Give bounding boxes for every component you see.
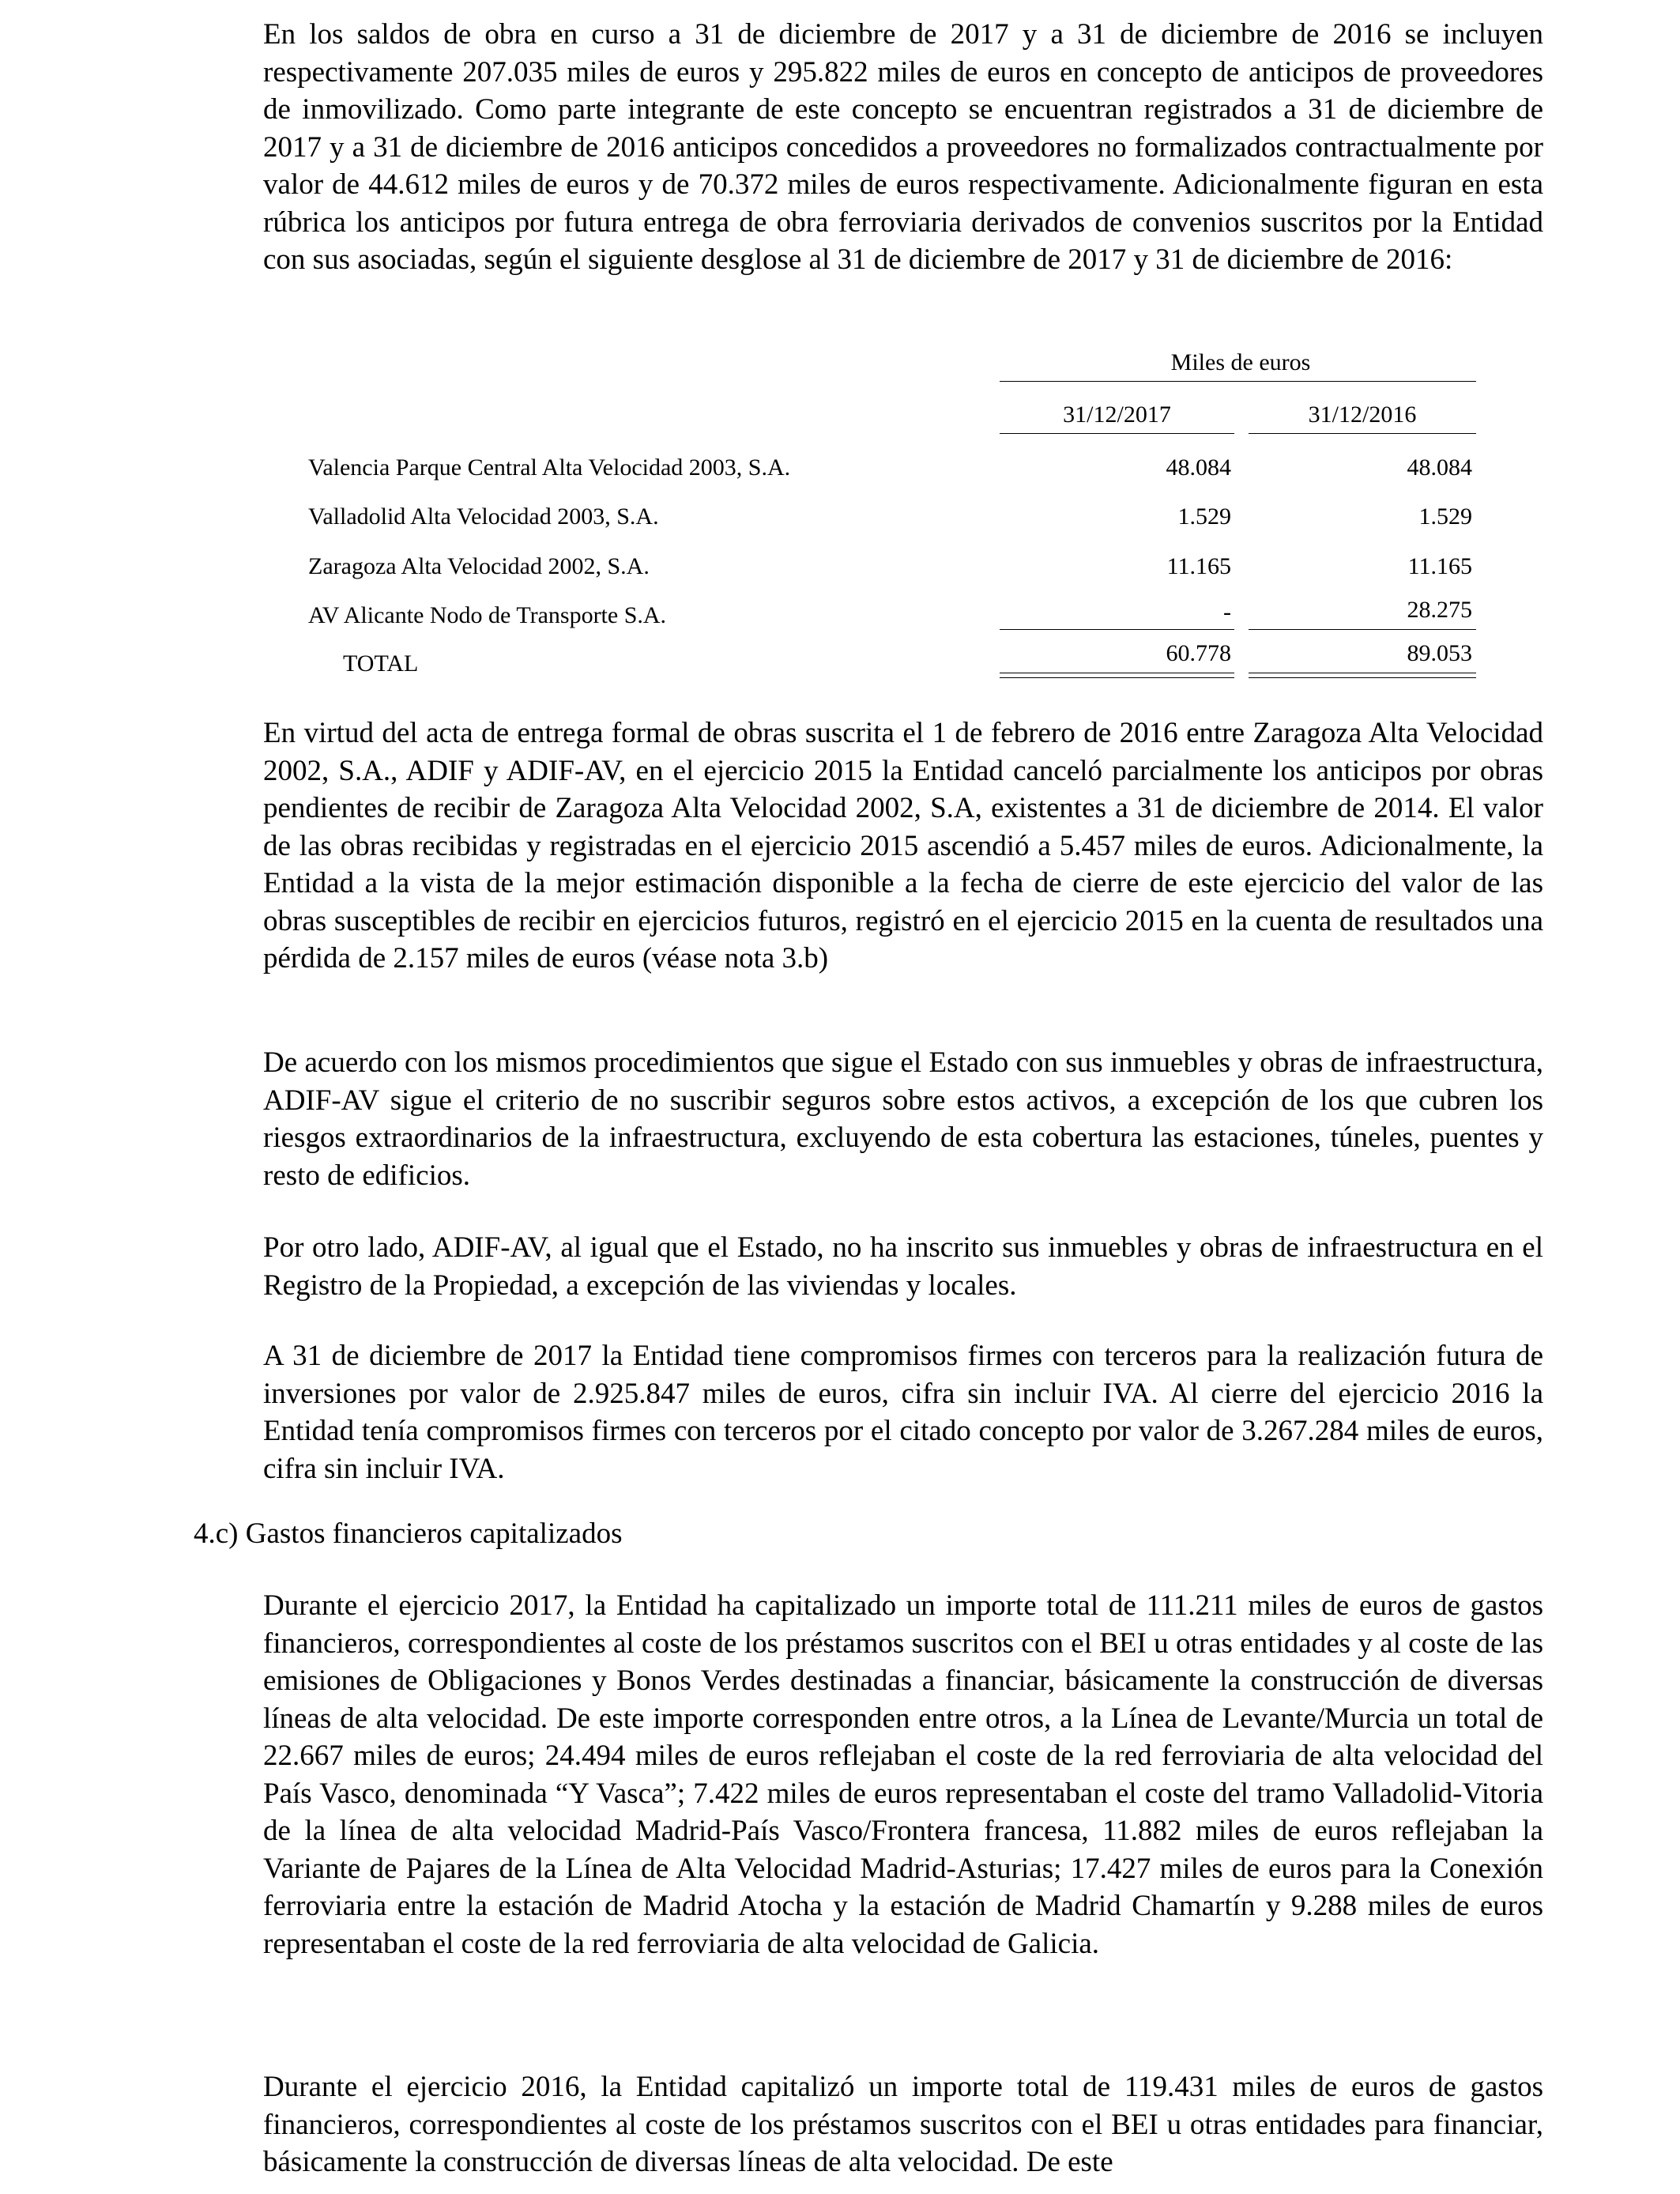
table-cell-2017: 48.084 <box>1166 454 1231 481</box>
table-cell-2016: 28.275 <box>1407 597 1472 623</box>
subtotal-rule-2016 <box>1249 629 1476 630</box>
paragraph-seguros: De acuerdo con los mismos procedimientos que sigue el Estado con sus inmuebles y obras de infraestructura, ADIF-AV sigue el criterio de no suscribir seguros sobre estos activos, a excepción de los que cubren los riesgos extraordinarios de la infraestructura, excluyendo de esta cobertura las estaciones, túneles, puentes y resto de edificios. <box>263 1046 1543 1192</box>
table-cell-2016: 48.084 <box>1407 454 1472 481</box>
paragraph-registro: Por otro lado, ADIF-AV, al igual que el Estado, no ha inscrito sus inmuebles y obras de infraestructura en el Registro de la Propiedad, a excepción de las viviendas y locales. <box>263 1231 1543 1302</box>
paragraph-gastos-2016: Durante el ejercicio 2016, la Entidad capitalizó un importe total de 119.431 miles de euros de gastos financieros, correspondientes al coste de los préstamos suscritos con el BEI u otras entidades para financiar, básicamente la construcción de diversas líneas de alta velocidad. De este <box>263 2071 1543 2178</box>
paragraph-acta-entrega: En virtud del acta de entrega formal de obras suscrita el 1 de febrero de 2016 entre Zaragoza Alta Velocidad 2002, S.A., ADIF y ADIF-AV, en el ejercicio 2015 la Entidad canceló parcialmente los anticipos por obras pendientes de recibir de Zaragoza Alta Velocidad 2002, S.A, existentes a 31 de diciembre de 2014. El valor de las obras recibidas y registradas en el ejercicio 2015 ascendió a 5.457 miles de euros. Adicionalmente, la Entidad a la vista de la mejor estimación disponible a la fecha de cierre de este ejercicio del valor de las obras susceptibles de recibir en ejercicios futuros, registró en el ejercicio 2015 en la cuenta de resultados una pérdida de 2.157 miles de euros (véase nota 3.b) <box>263 717 1543 974</box>
paragraph-gastos-2017: Durante el ejercicio 2017, la Entidad ha capitalizado un importe total de 111.211 miles de euros de gastos financieros, correspondientes al coste de los préstamos suscritos con el BEI u otras entidades y al coste de las emisiones de Obligaciones y Bonos Verdes destinadas a financiar, básicamente la construcción de diversas líneas de alta velocidad. De este importe corresponden entre otros, a la Línea de Levante/Murcia un total de 22.667 miles de euros; 24.494 miles de euros reflejaban el coste de la red ferroviaria de alta velocidad del País Vasco, denominada “Y Vasca”; 7.422 miles de euros representaban el coste del tramo Valladolid-Vitoria de la línea de alta velocidad Madrid-País Vasco/Frontera francesa, 11.882 miles de euros reflejaban la Variante de Pajares de la Línea de Alta Velocidad Madrid-Asturias; 17.427 miles de euros para la Conexión ferroviaria entre la estación de Madrid Atocha y la estación de Madrid Chamartín y 9.288 miles de euros representaban el coste de la red ferroviaria de alta velocidad de Galicia. <box>263 1589 1543 1960</box>
table-row-label: Valencia Parque Central Alta Velocidad 2003, S.A. <box>308 454 791 481</box>
table-row-label: Zaragoza Alta Velocidad 2002, S.A. <box>308 553 650 579</box>
table-row-label: Valladolid Alta Velocidad 2003, S.A. <box>308 503 659 530</box>
paragraph-compromisos: A 31 de diciembre de 2017 la Entidad tiene compromisos firmes con terceros para la realización futura de inversiones por valor de 2.925.847 miles de euros, cifra sin incluir IVA. Al cierre del ejercicio 2016 la Entidad tenía compromisos firmes con terceros por el citado concepto por valor de 3.267.284 miles de euros, cifra sin incluir IVA. <box>263 1340 1543 1485</box>
table-cell-2016: 1.529 <box>1418 503 1472 530</box>
col-rule-2017 <box>1000 433 1234 434</box>
table-cell-2017: 1.529 <box>1177 503 1231 530</box>
table-cell-2017: 11.165 <box>1166 553 1231 579</box>
total-double-rule-2017-b <box>1000 677 1234 678</box>
section-heading: 4.c) Gastos financieros capitalizados <box>194 1517 623 1550</box>
table-cell-2017: - <box>1223 599 1231 625</box>
total-double-rule-2016-b <box>1249 677 1476 678</box>
table-row-label: AV Alicante Nodo de Transporte S.A. <box>308 602 667 628</box>
table-total-2017: 60.778 <box>1166 640 1231 666</box>
header-rule <box>1000 381 1476 382</box>
table-total-2016: 89.053 <box>1407 640 1472 666</box>
table-unit-header: Miles de euros <box>1170 349 1311 375</box>
col-header-2016: 31/12/2016 <box>1308 401 1417 428</box>
paragraph-anticipos: En los saldos de obra en curso a 31 de diciembre de 2017 y a 31 de diciembre de 2016 se incluyen respectivamente 207.035 miles de euros y 295.822 miles de euros en concepto de anticipos de proveedores de inmovilizado. Como parte integrante de este concepto se encuentran registrados a 31 de diciembre de 2017 y a 31 de diciembre de 2016 anticipos concedidos a proveedores no formalizados contractualmente por valor de 44.612 miles de euros y de 70.372 miles de euros respectivamente. Adicionalmente figuran en esta rúbrica los anticipos por futura entrega de obra ferroviaria derivados de convenios suscritos por la Entidad con sus asociadas, según el siguiente desglose al 31 de diciembre de 2017 y 31 de diciembre de 2016: <box>263 18 1543 276</box>
subtotal-rule-2017 <box>1000 629 1234 630</box>
col-rule-2016 <box>1249 433 1476 434</box>
table-cell-2016: 11.165 <box>1407 553 1472 579</box>
table-total-label: TOTAL <box>343 650 419 677</box>
col-header-2017: 31/12/2017 <box>1063 401 1171 428</box>
